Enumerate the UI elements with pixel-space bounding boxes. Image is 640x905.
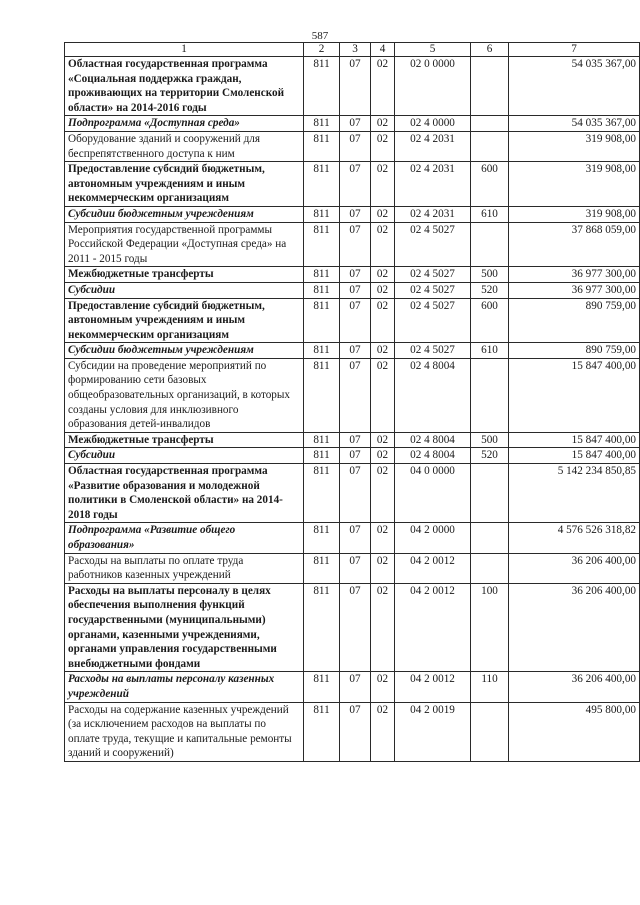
table-row: [65, 282, 640, 298]
row-razdel-cell: 07: [340, 583, 371, 672]
row-razdel-cell: 07: [340, 298, 371, 343]
row-name-cell: Межбюджетные трансферты: [65, 432, 304, 448]
row-summa-cell: 890 759,00: [509, 298, 640, 343]
row-razdel-cell: 07: [340, 448, 371, 464]
row-summa-cell: 319 908,00: [509, 206, 640, 222]
row-razdel-cell: 07: [340, 116, 371, 132]
row-vid-rashodov-cell: 610: [471, 206, 509, 222]
row-summa-cell: 36 206 400,00: [509, 553, 640, 583]
row-vid-rashodov-cell: 610: [471, 343, 509, 359]
row-name-cell: Расходы на выплаты персоналу казенных учреждений: [65, 672, 304, 702]
table-row: [65, 702, 640, 761]
row-razdel-cell: 07: [340, 206, 371, 222]
row-podrazdel-cell: 02: [371, 448, 395, 464]
row-summa-cell: 54 035 367,00: [509, 116, 640, 132]
row-name-cell: Субсидии: [65, 448, 304, 464]
row-vedomstvo-cell: 811: [304, 702, 340, 761]
row-name-cell: Расходы на выплаты по оплате труда работников казенных учреждений: [65, 553, 304, 583]
row-celevaya-statya-cell: 04 2 0019: [395, 702, 471, 761]
header-col-6: 6: [471, 43, 509, 57]
row-vedomstvo-cell: 811: [304, 523, 340, 553]
row-celevaya-statya-cell: 02 4 8004: [395, 432, 471, 448]
row-celevaya-statya-cell: 02 4 8004: [395, 358, 471, 432]
row-podrazdel-cell: 02: [371, 432, 395, 448]
row-celevaya-statya-cell: 02 4 8004: [395, 448, 471, 464]
row-celevaya-statya-cell: 04 2 0012: [395, 672, 471, 702]
row-razdel-cell: 07: [340, 343, 371, 359]
row-podrazdel-cell: 02: [371, 131, 395, 161]
row-celevaya-statya-cell: 02 4 5027: [395, 343, 471, 359]
header-col-4: 4: [371, 43, 395, 57]
row-razdel-cell: 07: [340, 358, 371, 432]
table-row: [65, 672, 640, 702]
row-celevaya-statya-cell: 04 2 0000: [395, 523, 471, 553]
row-celevaya-statya-cell: 02 4 2031: [395, 206, 471, 222]
row-vid-rashodov-cell: 500: [471, 267, 509, 283]
row-celevaya-statya-cell: 04 0 0000: [395, 464, 471, 523]
table-row: [65, 432, 640, 448]
row-vid-rashodov-cell: 110: [471, 672, 509, 702]
row-vid-rashodov-cell: [471, 523, 509, 553]
row-vedomstvo-cell: 811: [304, 583, 340, 672]
row-podrazdel-cell: 02: [371, 702, 395, 761]
row-summa-cell: 36 977 300,00: [509, 267, 640, 283]
row-summa-cell: 319 908,00: [509, 162, 640, 207]
row-razdel-cell: 07: [340, 282, 371, 298]
row-podrazdel-cell: 02: [371, 553, 395, 583]
row-summa-cell: 15 847 400,00: [509, 358, 640, 432]
row-celevaya-statya-cell: 04 2 0012: [395, 553, 471, 583]
row-name-cell: Межбюджетные трансферты: [65, 267, 304, 283]
row-razdel-cell: 07: [340, 553, 371, 583]
row-vid-rashodov-cell: [471, 702, 509, 761]
row-vedomstvo-cell: 811: [304, 267, 340, 283]
row-vedomstvo-cell: 811: [304, 432, 340, 448]
row-vid-rashodov-cell: [471, 553, 509, 583]
row-vedomstvo-cell: 811: [304, 358, 340, 432]
row-podrazdel-cell: 02: [371, 343, 395, 359]
table-row: [65, 464, 640, 523]
row-podrazdel-cell: 02: [371, 222, 395, 267]
row-podrazdel-cell: 02: [371, 206, 395, 222]
row-name-cell: Расходы на выплаты персоналу в целях обеспечения выполнения функций государственными (муниципальными) органами, казенными учреждениями, органами управления государственными внебюджетными фондами: [65, 583, 304, 672]
row-name-cell: Расходы на содержание казенных учреждений (за исключением расходов на выплаты по оплате труда, текущие и капитальные ремонты зданий и сооружений): [65, 702, 304, 761]
row-vedomstvo-cell: 811: [304, 343, 340, 359]
row-summa-cell: 890 759,00: [509, 343, 640, 359]
row-celevaya-statya-cell: 02 4 2031: [395, 162, 471, 207]
row-celevaya-statya-cell: 04 2 0012: [395, 583, 471, 672]
table-row: [65, 131, 640, 161]
row-celevaya-statya-cell: 02 4 5027: [395, 267, 471, 283]
row-vid-rashodov-cell: [471, 222, 509, 267]
budget-table: [64, 42, 640, 762]
header-col-3: 3: [340, 43, 371, 57]
row-celevaya-statya-cell: 02 0 0000: [395, 57, 471, 116]
row-name-cell: Мероприятия государственной программы Российской Федерации «Доступная среда» на 2011 - 2015 годы: [65, 222, 304, 267]
row-razdel-cell: 07: [340, 464, 371, 523]
row-summa-cell: 36 977 300,00: [509, 282, 640, 298]
row-vid-rashodov-cell: [471, 464, 509, 523]
row-summa-cell: 37 868 059,00: [509, 222, 640, 267]
header-col-2: 2: [304, 43, 340, 57]
row-vid-rashodov-cell: 500: [471, 432, 509, 448]
row-razdel-cell: 07: [340, 702, 371, 761]
row-razdel-cell: 07: [340, 222, 371, 267]
row-vid-rashodov-cell: 600: [471, 162, 509, 207]
row-razdel-cell: 07: [340, 523, 371, 553]
row-summa-cell: 4 576 526 318,82: [509, 523, 640, 553]
row-vid-rashodov-cell: 600: [471, 298, 509, 343]
header-row: [65, 43, 640, 57]
row-podrazdel-cell: 02: [371, 583, 395, 672]
row-name-cell: Субсидии бюджетным учреждениям: [65, 343, 304, 359]
row-razdel-cell: 07: [340, 57, 371, 116]
row-vid-rashodov-cell: [471, 57, 509, 116]
row-summa-cell: 15 847 400,00: [509, 432, 640, 448]
row-vedomstvo-cell: 811: [304, 464, 340, 523]
table-row: [65, 298, 640, 343]
row-vedomstvo-cell: 811: [304, 672, 340, 702]
row-vedomstvo-cell: 811: [304, 206, 340, 222]
row-vedomstvo-cell: 811: [304, 162, 340, 207]
row-celevaya-statya-cell: 02 4 5027: [395, 282, 471, 298]
row-vedomstvo-cell: 811: [304, 116, 340, 132]
row-podrazdel-cell: 02: [371, 298, 395, 343]
row-podrazdel-cell: 02: [371, 282, 395, 298]
row-podrazdel-cell: 02: [371, 267, 395, 283]
row-vedomstvo-cell: 811: [304, 448, 340, 464]
row-podrazdel-cell: 02: [371, 57, 395, 116]
table-row: [65, 222, 640, 267]
row-name-cell: Предоставление субсидий бюджетным, автономным учреждениям и иным некоммерческим организациям: [65, 162, 304, 207]
row-name-cell: Субсидии: [65, 282, 304, 298]
row-name-cell: Подпрограмма «Доступная среда»: [65, 116, 304, 132]
row-summa-cell: 5 142 234 850,85: [509, 464, 640, 523]
table-row: [65, 523, 640, 553]
row-name-cell: Областная государственная программа «Социальная поддержка граждан, проживающих на территории Смоленской области» на 2014-2016 годы: [65, 57, 304, 116]
row-vedomstvo-cell: 811: [304, 57, 340, 116]
row-name-cell: Подпрограмма «Развитие общего образования»: [65, 523, 304, 553]
table-row: [65, 448, 640, 464]
row-name-cell: Областная государственная программа «Развитие образования и молодежной политики в Смоленской области» на 2014-2018 годы: [65, 464, 304, 523]
row-celevaya-statya-cell: 02 4 5027: [395, 222, 471, 267]
table-row: [65, 57, 640, 116]
row-vedomstvo-cell: 811: [304, 282, 340, 298]
table-row: [65, 267, 640, 283]
table-row: [65, 162, 640, 207]
row-name-cell: Предоставление субсидий бюджетным, автономным учреждениям и иным некоммерческим организациям: [65, 298, 304, 343]
row-summa-cell: 36 206 400,00: [509, 583, 640, 672]
row-vid-rashodov-cell: [471, 131, 509, 161]
row-razdel-cell: 07: [340, 432, 371, 448]
row-summa-cell: 495 800,00: [509, 702, 640, 761]
row-vid-rashodov-cell: 100: [471, 583, 509, 672]
table-row: [65, 358, 640, 432]
row-vedomstvo-cell: 811: [304, 298, 340, 343]
row-celevaya-statya-cell: 02 4 0000: [395, 116, 471, 132]
header-col-1: 1: [65, 43, 304, 57]
row-vid-rashodov-cell: 520: [471, 282, 509, 298]
row-name-cell: Субсидии на проведение мероприятий по формированию сети базовых общеобразовательных организаций, в которых созданы условия для инклюзивного образования детей-инвалидов: [65, 358, 304, 432]
row-celevaya-statya-cell: 02 4 2031: [395, 131, 471, 161]
row-summa-cell: 15 847 400,00: [509, 448, 640, 464]
row-podrazdel-cell: 02: [371, 162, 395, 207]
row-podrazdel-cell: 02: [371, 464, 395, 523]
table-row: [65, 206, 640, 222]
table-row: [65, 553, 640, 583]
row-vedomstvo-cell: 811: [304, 553, 340, 583]
row-summa-cell: 54 035 367,00: [509, 57, 640, 116]
row-podrazdel-cell: 02: [371, 116, 395, 132]
row-vedomstvo-cell: 811: [304, 222, 340, 267]
header-col-5: 5: [395, 43, 471, 57]
page-number: 587: [311, 30, 329, 42]
row-vid-rashodov-cell: 520: [471, 448, 509, 464]
table-row: [65, 583, 640, 672]
row-razdel-cell: 07: [340, 131, 371, 161]
row-razdel-cell: 07: [340, 267, 371, 283]
table-row: [65, 116, 640, 132]
table-row: [65, 343, 640, 359]
row-vid-rashodov-cell: [471, 116, 509, 132]
row-razdel-cell: 07: [340, 672, 371, 702]
row-celevaya-statya-cell: 02 4 5027: [395, 298, 471, 343]
row-podrazdel-cell: 02: [371, 358, 395, 432]
row-podrazdel-cell: 02: [371, 523, 395, 553]
row-vedomstvo-cell: 811: [304, 131, 340, 161]
row-name-cell: Оборудование зданий и сооружений для беспрепятственного доступа к ним: [65, 131, 304, 161]
header-col-7: 7: [509, 43, 640, 57]
row-vid-rashodov-cell: [471, 358, 509, 432]
row-summa-cell: 36 206 400,00: [509, 672, 640, 702]
row-podrazdel-cell: 02: [371, 672, 395, 702]
row-name-cell: Субсидии бюджетным учреждениям: [65, 206, 304, 222]
row-razdel-cell: 07: [340, 162, 371, 207]
row-summa-cell: 319 908,00: [509, 131, 640, 161]
